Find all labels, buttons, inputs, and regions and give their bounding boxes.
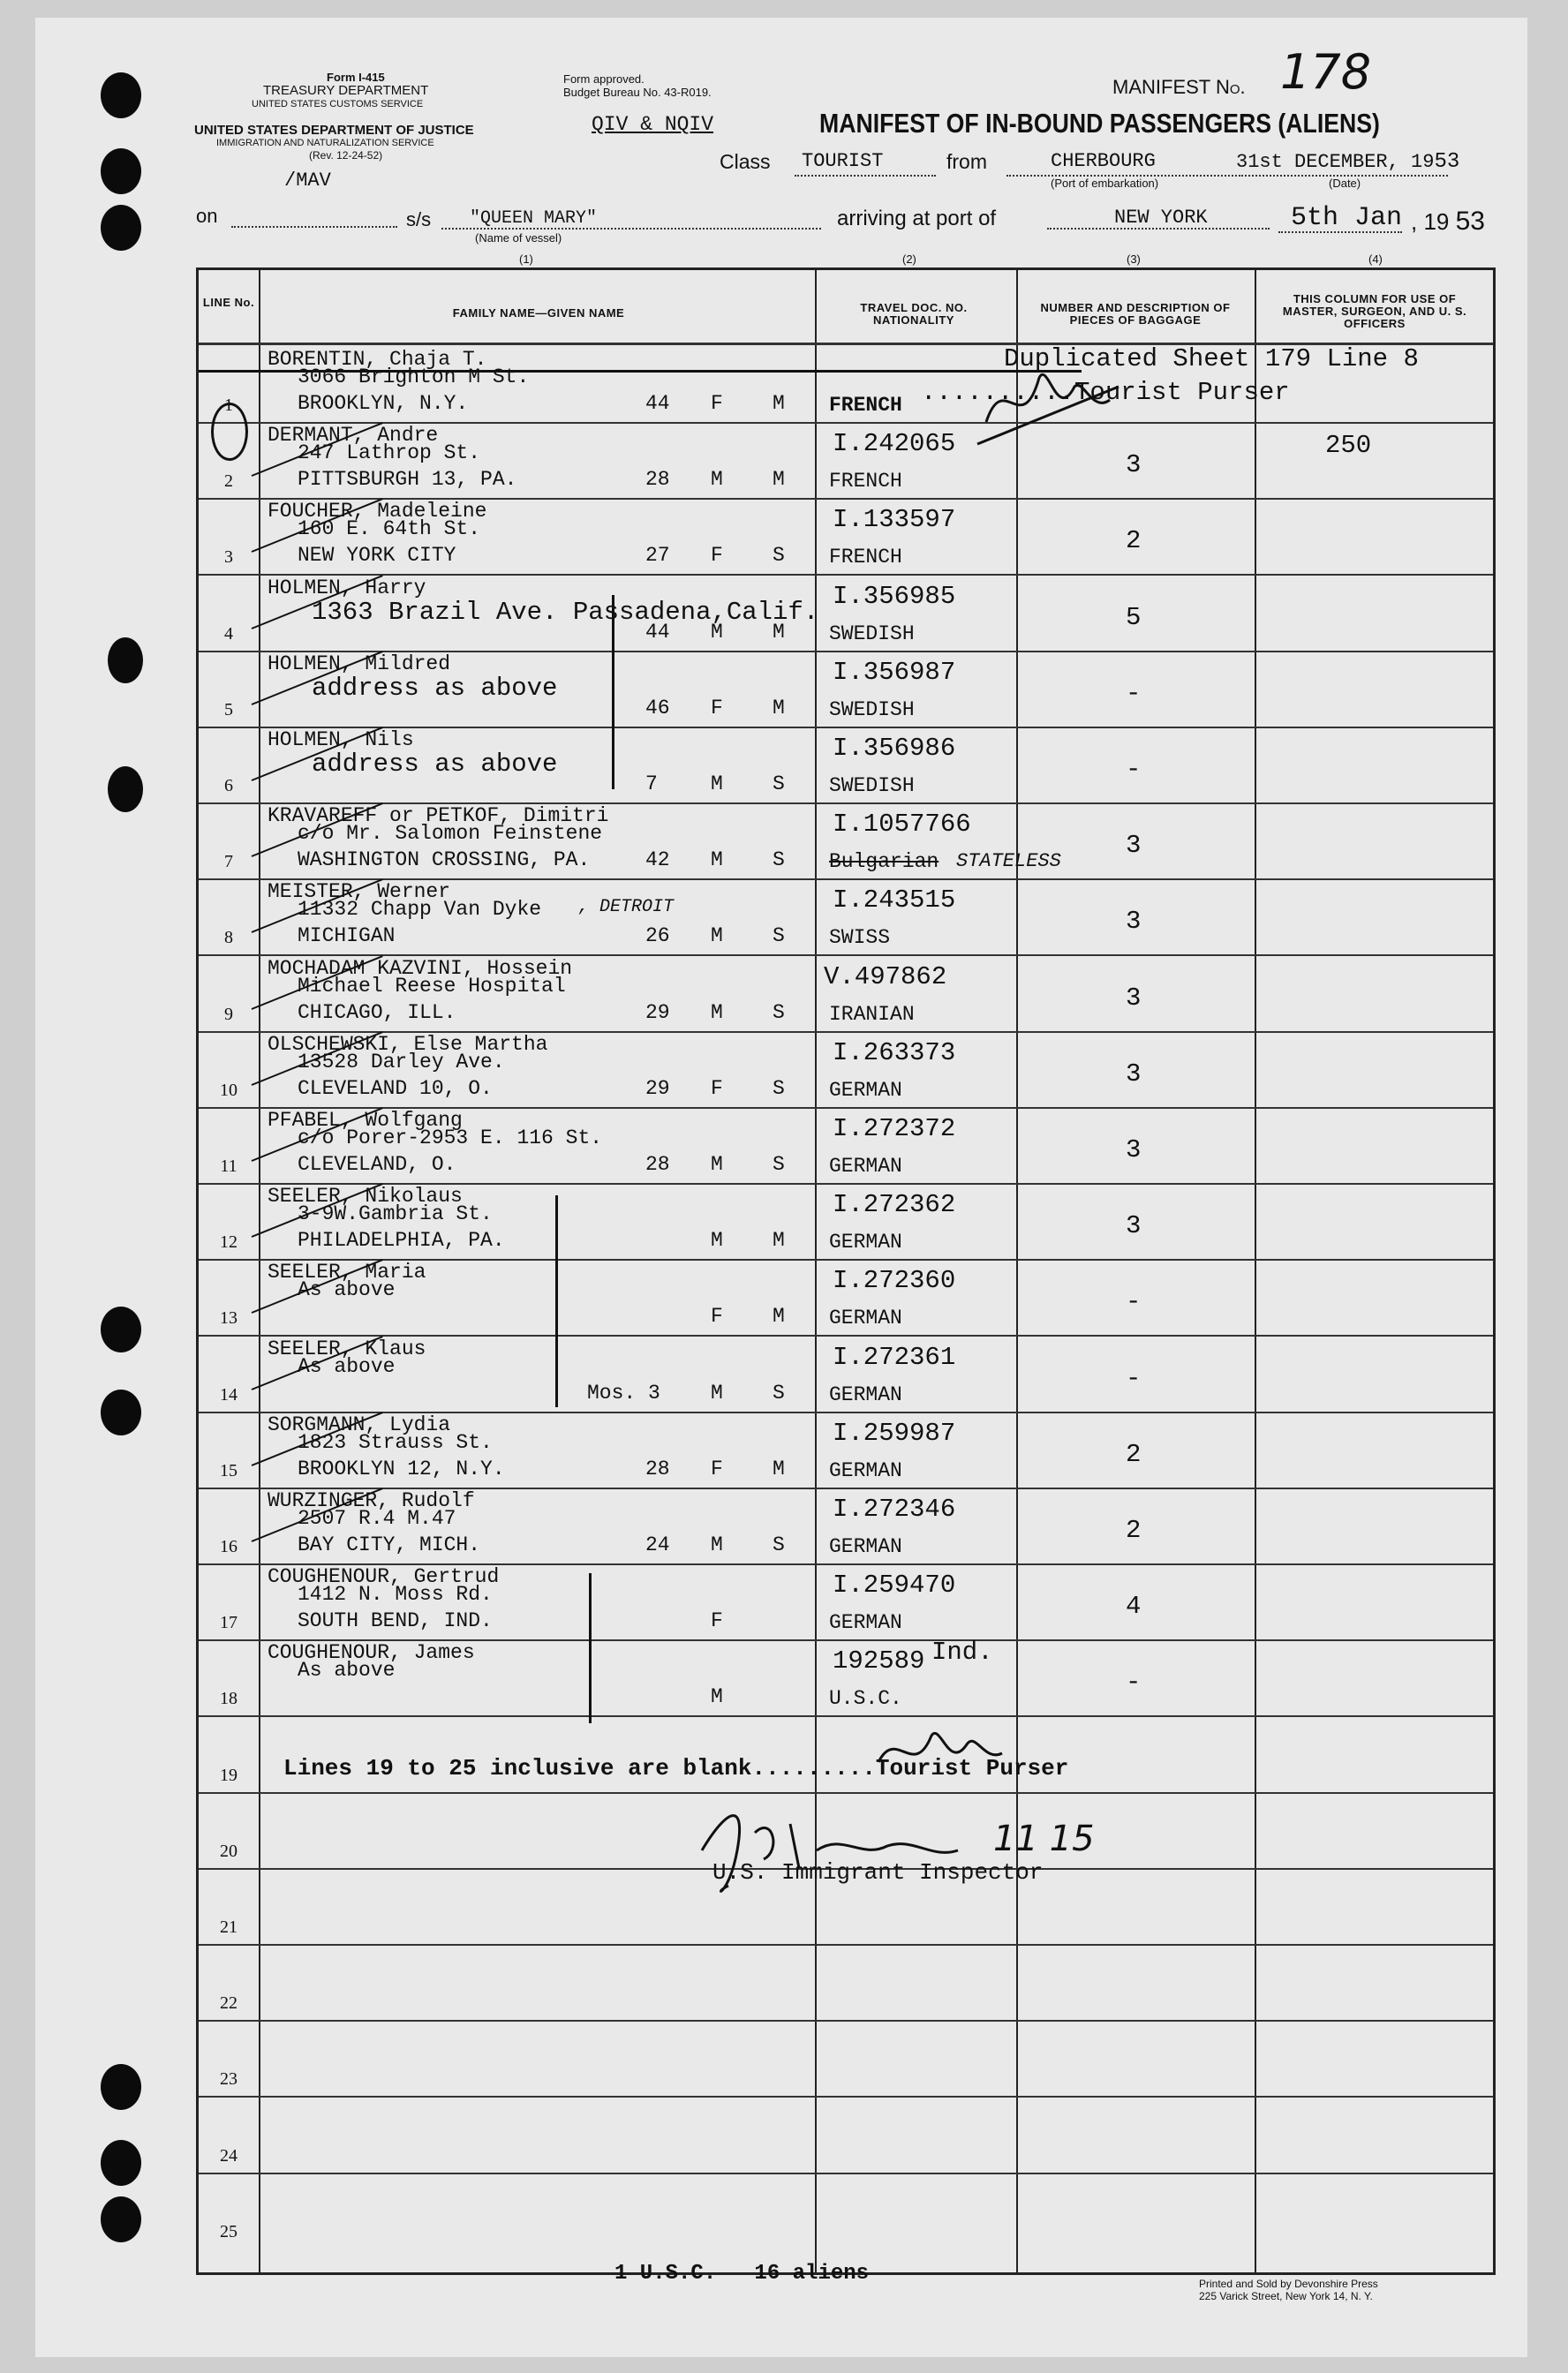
marital-status: S: [773, 544, 785, 568]
address-line-2: SOUTH BEND, IND.: [298, 1609, 493, 1633]
port-note: (Port of embarkation): [1051, 177, 1159, 190]
address-line-1: 1363 Brazil Ave. Passadena,Calif.: [312, 597, 819, 627]
col-num-2: (2): [902, 252, 916, 266]
line-number: 16: [220, 1537, 237, 1556]
vessel-note: (Name of vessel): [475, 231, 562, 245]
sex: M: [711, 1229, 723, 1253]
departure-year: 53: [1434, 150, 1460, 174]
baggage-count: 2: [1126, 1516, 1142, 1545]
sex: F: [711, 544, 723, 568]
travel-doc-number: 192589: [833, 1646, 925, 1676]
marital-status: S: [773, 1076, 785, 1100]
travel-doc-number: I.356987: [833, 657, 956, 687]
table-row: [199, 1259, 1493, 1335]
age: 46: [645, 696, 670, 719]
line-number: 12: [220, 1232, 237, 1253]
blank-row: [199, 2020, 1493, 2096]
passenger-name: COUGHENOUR, Gertrud: [268, 1565, 500, 1589]
travel-doc-number: I.272372: [833, 1114, 956, 1143]
class-value: TOURIST: [802, 150, 884, 172]
table-row: [199, 1488, 1493, 1563]
address-line-1: 2507 R.4 M.47: [298, 1507, 456, 1530]
date-note: (Date): [1329, 177, 1361, 190]
address-line-1: address as above: [312, 673, 558, 703]
age: 28: [645, 1153, 670, 1176]
sex: F: [711, 1076, 723, 1100]
address-line-1: 13528 Darley Ave.: [298, 1050, 505, 1074]
travel-doc-number: I.1057766: [833, 810, 971, 840]
manifest-title: MANIFEST OF IN-BOUND PASSENGERS (ALIENS): [819, 108, 1380, 139]
sex: F: [711, 696, 723, 719]
line-number: 3: [224, 547, 233, 568]
form-number: Form I-415: [327, 71, 385, 84]
address-line-2: PITTSBURGH 13, PA.: [298, 468, 517, 492]
address-line-2: MICHIGAN: [298, 924, 396, 948]
family-bracket: [612, 595, 614, 789]
nationality: GERMAN: [829, 1458, 902, 1482]
line-number: 2: [224, 471, 233, 492]
passenger-name: FOUCHER, Madeleine: [268, 500, 487, 524]
department-of-justice: UNITED STATES DEPARTMENT OF JUSTICE: [194, 123, 474, 138]
marital-status: S: [773, 924, 785, 948]
line-number: 13: [220, 1308, 237, 1329]
line-number: 11: [220, 1156, 237, 1176]
line-number: 25: [220, 2221, 237, 2241]
col-num-1: (1): [519, 252, 533, 266]
class-underline: [795, 175, 936, 177]
nationality: U.S.C.: [829, 1687, 902, 1711]
baggage-count: 3: [1126, 907, 1142, 937]
line-number: 5: [224, 699, 233, 719]
manifest-label: MANIFEST No.: [1112, 76, 1246, 98]
col-head-line: LINE No.: [202, 296, 255, 309]
passenger-table: [196, 267, 1496, 2275]
table-row: [199, 498, 1493, 574]
sex: M: [711, 1533, 723, 1556]
baggage-count: 2: [1126, 526, 1142, 556]
nationality: FRENCH: [829, 470, 902, 493]
arrival-year-value: 53: [1455, 207, 1485, 236]
address-line-1: Michael Reese Hospital: [298, 974, 566, 998]
officer-note: 250: [1325, 431, 1372, 461]
passenger-name: BORENTIN, Chaja T.: [268, 348, 487, 371]
sex: M: [711, 772, 723, 795]
address-handwritten: , DETROIT: [578, 897, 675, 918]
marital-status: M: [773, 620, 785, 644]
table-row: [199, 1031, 1493, 1107]
embarkation-port: CHERBOURG: [1051, 150, 1156, 172]
table-row: [199, 878, 1493, 954]
sex: M: [711, 1381, 723, 1405]
nationality: SWISS: [829, 926, 891, 950]
address-line-2: CHICAGO, ILL.: [298, 1000, 456, 1024]
line-number: 6: [224, 776, 233, 795]
age: 28: [645, 1457, 670, 1480]
passenger-name: WURZINGER, Rudolf: [268, 1489, 475, 1512]
family-bracket: [589, 1573, 592, 1723]
passenger-name: HOLMEN, Nils: [268, 728, 414, 751]
line-number: 18: [220, 1689, 237, 1709]
age: 27: [645, 544, 670, 568]
table-row: [199, 727, 1493, 802]
line-number: 8: [224, 928, 233, 948]
line-number: 21: [220, 1917, 237, 1937]
marital-status: M: [773, 1305, 785, 1329]
address-line-2: WASHINGTON CROSSING, PA.: [298, 848, 591, 872]
address-line-2: BROOKLYN, N.Y.: [298, 392, 469, 415]
printer-line-1: Printed and Sold by Devonshire Press: [1199, 2278, 1378, 2290]
passenger-name: MOCHADAM KAZVINI, Hossein: [268, 956, 573, 980]
table-row: [199, 802, 1493, 878]
nationality: Bulgarian: [829, 850, 939, 874]
age: 24: [645, 1533, 670, 1556]
col-head-travel-doc: TRAVEL DOC. NO. NATIONALITY: [860, 301, 968, 327]
travel-doc-number: I.259470: [833, 1571, 956, 1601]
officer-note: Duplicated Sheet 179 Line 8: [1004, 344, 1419, 373]
punch-hole: [101, 2064, 141, 2110]
visa-class: QIV & NQIV: [592, 113, 714, 136]
travel-doc-number: I.133597: [833, 505, 956, 535]
baggage-count: 3: [1126, 831, 1142, 861]
col-num-4: (4): [1368, 252, 1383, 266]
departure-date: [1236, 150, 1459, 174]
passenger-name: SEELER, Nikolaus: [268, 1185, 463, 1209]
travel-doc-number: I.272360: [833, 1266, 956, 1296]
table-row: [199, 1336, 1493, 1412]
baggage-count: -: [1126, 755, 1142, 784]
punch-hole: [101, 72, 141, 118]
punch-hole: [108, 637, 143, 683]
sex: F: [711, 1609, 723, 1633]
printer-line-2: 225 Varick Street, New York 14, N. Y.: [1199, 2290, 1373, 2302]
age: 26: [645, 924, 670, 948]
passenger-name: HOLMEN, Mildred: [268, 652, 451, 675]
line-number: 17: [220, 1613, 237, 1633]
nationality: SWEDISH: [829, 774, 915, 797]
age: 42: [645, 848, 670, 872]
punch-hole: [108, 766, 143, 812]
col-head-officers: THIS COLUMN FOR USE OF MASTER, SURGEON, AND U. S. OFFICERS: [1282, 292, 1467, 330]
address-line-1: address as above: [312, 750, 558, 779]
sex: F: [711, 392, 723, 415]
address-line-1: As above: [298, 1354, 396, 1378]
ss-label: s/s: [406, 208, 432, 230]
baggage-count: 3: [1126, 983, 1142, 1013]
sex: M: [711, 1000, 723, 1024]
marital-status: M: [773, 392, 785, 415]
vessel-name: "QUEEN MARY": [470, 208, 598, 229]
passenger-name: KRAVAREFF or PETKOF, Dimitri: [268, 804, 609, 828]
nationality: GERMAN: [829, 1611, 902, 1635]
travel-doc-number: I.263373: [833, 1037, 956, 1067]
marital-status: S: [773, 1381, 785, 1405]
arriving-label: arriving at port of: [837, 207, 997, 230]
inspector-label: U.S. Immigrant Inspector: [712, 1859, 1044, 1886]
sex: M: [711, 924, 723, 948]
baggage-count: -: [1126, 678, 1142, 708]
nationality: FRENCH: [829, 394, 902, 417]
line-number: 19: [220, 1765, 237, 1785]
address-line-2: BAY CITY, MICH.: [298, 1533, 481, 1556]
age: 29: [645, 1000, 670, 1024]
class-label: Class: [720, 150, 771, 173]
sex: M: [711, 848, 723, 872]
travel-doc-number: I.272361: [833, 1342, 956, 1372]
baggage-count: -: [1126, 1668, 1142, 1698]
family-bracket: [555, 1195, 558, 1407]
marital-status: S: [773, 1000, 785, 1024]
table-row: [199, 1639, 1493, 1715]
strikethrough-line-1: [199, 370, 1082, 373]
passenger-name: PFABEL, Wolfgang: [268, 1109, 463, 1132]
address-line-2: CLEVELAND, O.: [298, 1153, 456, 1176]
arrival-year-prefix: , 19: [1411, 208, 1450, 235]
marital-status: S: [773, 1533, 785, 1556]
nationality: GERMAN: [829, 1155, 902, 1178]
blank-lines-purser: .........Tourist Purser: [751, 1755, 1069, 1782]
punch-hole: [101, 1390, 141, 1435]
sex: F: [711, 1457, 723, 1480]
marital-status: S: [773, 772, 785, 795]
age: 29: [645, 1076, 670, 1100]
passenger-name: DERMANT, Andre: [268, 424, 439, 448]
table-row: [199, 651, 1493, 727]
passenger-name: OLSCHEWSKI, Else Martha: [268, 1032, 548, 1056]
age: 28: [645, 468, 670, 492]
baggage-count: -: [1126, 1363, 1142, 1393]
purser-signature-top: [969, 360, 1127, 448]
passenger-name: MEISTER, Werner: [268, 880, 451, 904]
punch-hole: [101, 2140, 141, 2186]
table-row: [199, 575, 1493, 651]
totals-line: 1 U.S.C. 16 aliens: [614, 2262, 870, 2286]
line-number: 20: [220, 1841, 237, 1861]
manifest-number: 178: [1280, 44, 1372, 100]
table-row: [199, 346, 1493, 422]
nationality: IRANIAN: [829, 1002, 915, 1026]
address-line-1: 1823 Strauss St.: [298, 1430, 493, 1454]
customs-service: UNITED STATES CUSTOMS SERVICE: [252, 99, 424, 109]
purser-signature: [870, 1718, 1011, 1789]
blank-row: [199, 2097, 1493, 2173]
passenger-name: SORGMANN, Lydia: [268, 1412, 451, 1436]
travel-doc-number: V.497862: [824, 961, 947, 991]
from-label: from: [946, 150, 987, 173]
table-row: [199, 1183, 1493, 1259]
nationality: FRENCH: [829, 546, 902, 569]
address-line-1: c/o Mr. Salomon Feinstene: [298, 822, 603, 846]
on-label: on: [196, 205, 218, 227]
address-line-1: 1412 N. Moss Rd.: [298, 1583, 493, 1607]
nationality: GERMAN: [829, 1535, 902, 1558]
line-number: 10: [220, 1080, 237, 1100]
sex: F: [711, 1305, 723, 1329]
table-row: [199, 955, 1493, 1031]
address-line-2: BROOKLYN 12, N.Y.: [298, 1457, 505, 1480]
officer-note-2: ..........Tourist Purser: [921, 378, 1290, 407]
passenger-name: SEELER, Maria: [268, 1261, 426, 1284]
age: Mos. 3: [587, 1381, 660, 1405]
line-number: 23: [220, 2069, 237, 2090]
nationality: GERMAN: [829, 1382, 902, 1406]
form-approved: Form approved.: [563, 72, 645, 86]
doc-extra: Ind.: [931, 1638, 993, 1668]
baggage-count: 3: [1126, 450, 1142, 480]
table-row: [199, 1107, 1493, 1183]
passenger-name: SEELER, Klaus: [268, 1337, 426, 1360]
travel-doc-number: I.356985: [833, 581, 956, 611]
address-line-1: 3-9W.Gambria St.: [298, 1202, 493, 1226]
punch-hole: [101, 2196, 141, 2242]
address-line-1: As above: [298, 1278, 396, 1302]
marital-status: M: [773, 468, 785, 492]
sex: M: [711, 1153, 723, 1176]
mav-mark: /MAV: [284, 170, 331, 192]
col-head-baggage: NUMBER AND DESCRIPTION OF PIECES OF BAGGAGE: [1040, 301, 1231, 327]
marital-status: M: [773, 1457, 785, 1480]
vessel-underline: [441, 228, 821, 230]
revision-date: (Rev. 12-24-52): [309, 149, 383, 162]
punch-hole: [101, 148, 141, 194]
sex: M: [711, 468, 723, 492]
line-number: 7: [224, 852, 233, 872]
blank-row: [199, 1944, 1493, 2020]
blank-row: [199, 2173, 1493, 2249]
arrival-year: [1411, 207, 1485, 237]
blank-lines-text: Lines 19 to 25 inclusive are blank: [283, 1755, 752, 1782]
nationality-handwritten: STATELESS: [956, 850, 1061, 873]
nationality: SWEDISH: [829, 697, 915, 721]
line-number: 9: [224, 1004, 233, 1024]
marital-status: M: [773, 696, 785, 719]
table-row: [199, 422, 1493, 498]
address-line-2: CLEVELAND 10, O.: [298, 1076, 493, 1100]
nationality: SWEDISH: [829, 622, 915, 645]
passenger-name: COUGHENOUR, James: [268, 1641, 475, 1665]
baggage-count: 5: [1126, 602, 1142, 632]
arrival-date: 5th Jan: [1291, 203, 1403, 233]
budget-bureau: Budget Bureau No. 43-R019.: [563, 86, 712, 99]
travel-doc-number: I.242065: [833, 429, 956, 459]
address-line-1: 247 Lathrop St.: [298, 441, 481, 465]
inspector-signature-date: 11 15: [993, 1819, 1095, 1859]
travel-doc-number: I.243515: [833, 885, 956, 915]
baggage-count: 2: [1126, 1439, 1142, 1469]
travel-doc-number: I.356986: [833, 734, 956, 763]
nationality: GERMAN: [829, 1307, 902, 1330]
address-line-1: As above: [298, 1659, 396, 1683]
marital-status: S: [773, 848, 785, 872]
sex: M: [711, 620, 723, 644]
circle-mark-line-1: [211, 403, 248, 461]
baggage-count: 3: [1126, 1211, 1142, 1241]
treasury-department: TREASURY DEPARTMENT: [263, 83, 429, 98]
age: 7: [645, 772, 658, 795]
travel-doc-number: I.272346: [833, 1495, 956, 1524]
baggage-count: 4: [1126, 1592, 1142, 1622]
arrival-underline: [1278, 231, 1402, 233]
col-head-name: FAMILY NAME—GIVEN NAME: [452, 306, 625, 320]
line-number: 24: [220, 2145, 237, 2166]
line-number: 14: [220, 1384, 237, 1405]
line-number: 15: [220, 1460, 237, 1480]
table-row: [199, 1412, 1493, 1488]
address-line-1: c/o Porer-2953 E. 116 St.: [298, 1126, 603, 1149]
col-num-3: (3): [1127, 252, 1141, 266]
on-underline: [231, 226, 397, 228]
nationality: GERMAN: [829, 1078, 902, 1102]
line-number: 22: [220, 1993, 237, 2014]
travel-doc-number: I.259987: [833, 1418, 956, 1448]
address-line-2: PHILADELPHIA, PA.: [298, 1229, 505, 1253]
sex: M: [711, 1685, 723, 1709]
address-line-1: 11332 Chapp Van Dyke: [298, 898, 542, 922]
immigration-service: IMMIGRATION AND NATURALIZATION SERVICE: [216, 138, 434, 148]
travel-doc-number: I.272362: [833, 1190, 956, 1220]
age: 44: [645, 620, 670, 644]
address-line-1: 160 E. 64th St.: [298, 517, 481, 541]
baggage-count: 3: [1126, 1058, 1142, 1089]
line-number: 4: [224, 623, 233, 644]
marital-status: S: [773, 1153, 785, 1176]
address-line-2: NEW YORK CITY: [298, 544, 456, 568]
age: 44: [645, 392, 670, 415]
punch-hole: [101, 205, 141, 251]
punch-hole: [101, 1307, 141, 1352]
nationality: GERMAN: [829, 1231, 902, 1254]
line-number: 1: [224, 396, 233, 415]
port-underline: [1047, 228, 1270, 230]
inspector-signature: [693, 1797, 1064, 1895]
departure-date-text: 31st DECEMBER, 19: [1236, 151, 1435, 173]
table-row: [199, 1563, 1493, 1639]
passenger-name: HOLMEN, Harry: [268, 576, 426, 599]
marital-status: M: [773, 1229, 785, 1253]
arrival-port: NEW YORK: [1114, 207, 1208, 229]
baggage-count: -: [1126, 1287, 1142, 1317]
baggage-count: 3: [1126, 1135, 1142, 1164]
address-line-1: 3066 Brighton M St.: [298, 365, 530, 388]
